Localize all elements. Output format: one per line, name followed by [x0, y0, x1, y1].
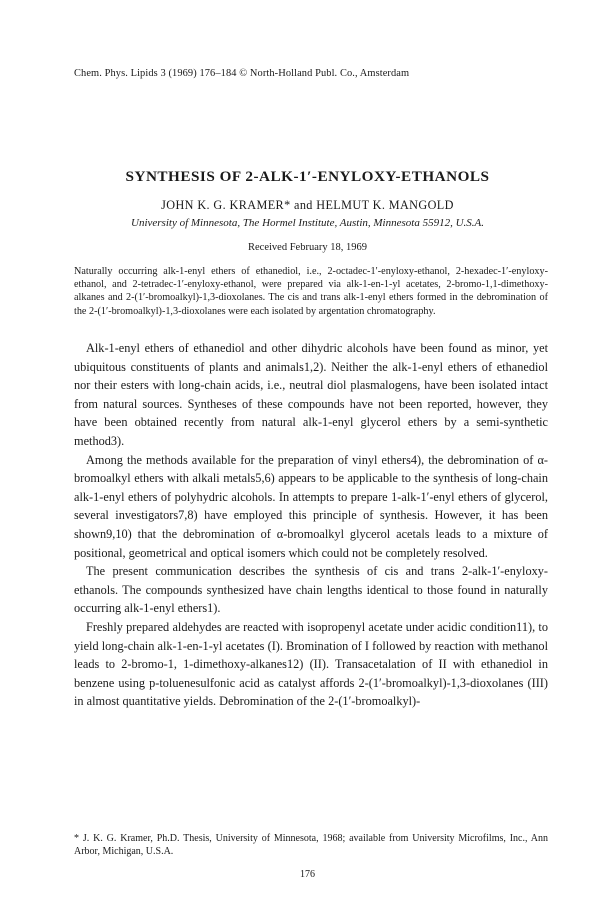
- paragraph: Among the methods available for the preparation of vinyl ethers4), the debromination of α-bromoalkyl ethers with alkali metals5,6) appears to be applicable to the synthesis of long-chain alk-1-enyl ethers of polyhydric alcohols. In attempts to prepare 1-alk-1′-enyl ethers of glycerol, several investigators7,8) have employed this principle of synthesis. However, it has been shown9,10) that the debromination of α-bromoalkyl glycerol acetals leads to a mixture of positional, geometrical and optical isomers which could not be completely resolved.: [74, 452, 548, 560]
- article-title: SYNTHESIS OF 2-ALK-1′-ENYLOXY-ETHANOLS: [125, 168, 490, 185]
- received-date: Received February 18, 1969: [248, 242, 367, 253]
- footnote: * J. K. G. Kramer, Ph.D. Thesis, University of Minnesota, 1968; available from University Microfilms, Inc., Ann Arbor, Michigan, U.S.A.: [74, 833, 548, 857]
- authors: JOHN K. G. KRAMER* and HELMUT K. MANGOLD: [161, 198, 454, 212]
- paragraph: The present communication describes the synthesis of cis and trans 2-alk-1′-enyloxy-ethanols. The compounds synthesized have chain lengths identical to those found in naturally occurring alk-1-enyl ethers1).: [74, 564, 548, 616]
- journal-header: Chem. Phys. Lipids 3 (1969) 176–184 © North-Holland Publ. Co., Amsterdam: [74, 68, 410, 79]
- abstract: Naturally occurring alk-1-enyl ethers of ethanediol, i.e., 2-octadec-1′-enyloxy-ethanol, 2-hexadec-1′-enyloxy-ethanol, and 2-tetradec-1′-enyloxy-ethanol, were prepared via alk-1-en-1-yl acetates, 2-bromo-1,1-dimethoxy-alkanes and 2-(1′-bromoalkyl)-1,3-dioxolanes. The cis and trans alk-1-enyl ethers formed in the debromination of the 2-(1′-bromoalkyl)-1,3-dioxolanes were each isolated by argentation chromatography.: [74, 266, 548, 317]
- page-number: 176: [300, 869, 315, 880]
- paragraph: Alk-1-enyl ethers of ethanediol and other dihydric alcohols have been found as minor, yet ubiquitous constituents of plants and animals1,2). Neither the alk-1-enyl ethers of ethanediol nor their esters with long-chain acids, i.e., neutral diol plasmalogens, have been isolated intact from natural sources. Syntheses of these compounds have not been reported, however, they have been obtained recently from natural alk-1-enyl glycerol ethers by a semi-synthetic method3).: [74, 341, 548, 448]
- paragraph: Freshly prepared aldehydes are reacted with isopropenyl acetate under acidic condition11), to yield long-chain alk-1-en-1-yl acetates (I). Bromination of I followed by reaction with methanol leads to 2-bromo-1, 1-dimethoxy-alkanes12) (II). Transacetalation of II with ethanediol in benzene using p-toluenesulfonic acid as catalyst affords 2-(1′-bromoalkyl)-1,3-dioxolanes (III) in almost quantitative yields. Debromination of the 2-(1′-bromoalkyl)-: [74, 619, 548, 709]
- body-text: [74, 339, 548, 711]
- affiliation: University of Minnesota, The Hormel Institute, Austin, Minnesota 55912, U.S.A.: [131, 217, 484, 229]
